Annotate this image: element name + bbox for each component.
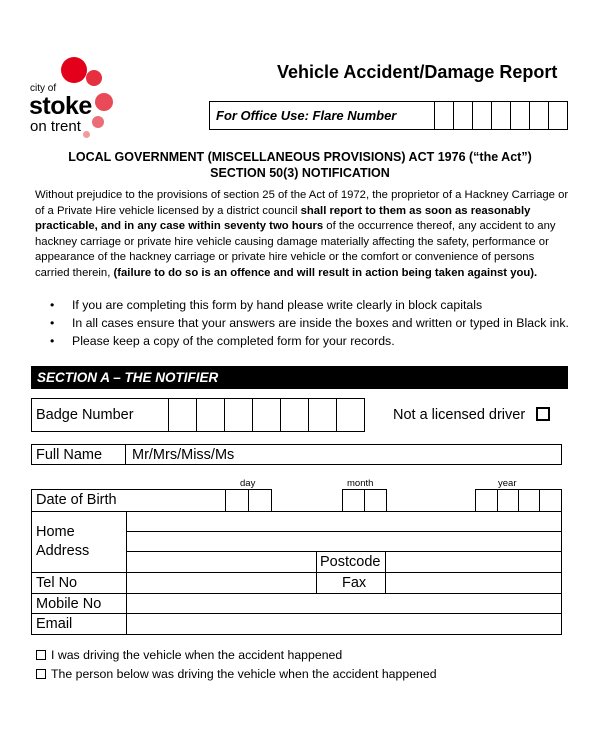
address-label-box	[31, 511, 127, 573]
dob-box[interactable]	[225, 489, 249, 512]
logo-dot-3	[95, 93, 113, 111]
logo-stoke: stoke	[29, 92, 92, 120]
fax-input[interactable]	[385, 572, 562, 594]
instructions-list	[50, 296, 569, 350]
flare-number-box[interactable]	[492, 102, 511, 130]
postcode-input[interactable]	[385, 551, 562, 573]
act-heading: LOCAL GOVERNMENT (MISCELLANEOUS PROVISIONS) ACT 1976 (“the Act”)	[68, 150, 532, 164]
dob-day-label: day	[240, 478, 256, 489]
not-licensed-label: Not a licensed driver	[393, 407, 526, 423]
logo-dot-2	[86, 70, 102, 86]
dob-box[interactable]	[518, 489, 540, 512]
email-label: Email	[36, 616, 73, 632]
address-line-1-input[interactable]	[126, 511, 562, 532]
badge-number-box[interactable]	[196, 398, 225, 432]
page-title: Vehicle Accident/Damage Report	[277, 62, 558, 82]
list-item: • In all cases ensure that your answers are inside the boxes and written or typed in Black ink.	[50, 314, 569, 332]
flare-number-box[interactable]	[435, 102, 454, 130]
intro-text-2: of the occurrence thereof, any accident to any hackney carriage or private hire vehicle causing damage materially affecting the safety, performance or appearance of the hackney carriage or private hire vehicle or the comfort or convenience of persons carried therein,	[35, 220, 556, 279]
intro-paragraph	[35, 188, 570, 281]
dob-year-label: year	[498, 478, 517, 489]
full-name-divider	[125, 444, 126, 465]
dob-box[interactable]	[497, 489, 519, 512]
option-label-self: I was driving the vehicle when the accident happened	[51, 648, 343, 662]
option-checkbox-other[interactable]	[36, 669, 46, 679]
dob-box[interactable]	[475, 489, 498, 512]
fax-label: Fax	[342, 575, 367, 591]
dob-box[interactable]	[364, 489, 387, 512]
address-line-3-input[interactable]	[126, 551, 317, 573]
badge-number-box[interactable]	[280, 398, 309, 432]
mobile-label: Mobile No	[36, 596, 102, 612]
tel-input[interactable]	[126, 572, 317, 594]
logo-dot-1	[61, 57, 87, 83]
intro-bold-2: (failure to do so is an offence and will result in action being taken against you).	[113, 266, 538, 279]
full-name-row	[31, 444, 562, 465]
dob-box[interactable]	[248, 489, 272, 512]
email-input[interactable]	[126, 613, 562, 635]
office-use-table	[209, 101, 568, 130]
mobile-input[interactable]	[126, 593, 562, 614]
list-item: • If you are completing this form by hand please write clearly in block capitals	[50, 296, 569, 314]
not-licensed-checkbox[interactable]	[536, 407, 550, 421]
address-line-2-input[interactable]	[126, 531, 562, 552]
logo-dot-5	[83, 131, 90, 138]
tel-label: Tel No	[36, 575, 78, 591]
badge-number-box[interactable]	[252, 398, 281, 432]
option-checkbox-self[interactable]	[36, 650, 46, 660]
flare-number-box[interactable]	[549, 102, 568, 130]
flare-number-box[interactable]	[473, 102, 492, 130]
flare-number-box[interactable]	[530, 102, 549, 130]
postcode-label: Postcode	[320, 554, 381, 570]
full-name-input[interactable]: Mr/Mrs/Miss/Ms	[132, 447, 235, 463]
full-name-label: Full Name	[36, 447, 103, 463]
badge-number-box[interactable]	[168, 398, 197, 432]
intro-text-1: Without prejudice to the provisions of section 25 of the Act of 1972, the proprietor of a Hackney Carriage or of a Private Hire vehicle licensed by a district council	[35, 189, 569, 217]
list-item: • Please keep a copy of the completed form for your records.	[50, 332, 569, 350]
office-use-label: For Office Use: Flare Number	[210, 102, 435, 130]
dob-box[interactable]	[539, 489, 562, 512]
badge-number-box[interactable]	[308, 398, 337, 432]
address-label: Address	[36, 543, 90, 559]
intro-bold-1: shall report to them as soon as reasonably practicable, and in any case within seventy two hours	[35, 204, 531, 232]
flare-number-box[interactable]	[454, 102, 473, 130]
option-label-other: The person below was driving the vehicle when the accident happened	[51, 667, 437, 681]
dob-box[interactable]	[342, 489, 365, 512]
badge-number-box[interactable]	[224, 398, 253, 432]
home-label: Home	[36, 524, 75, 540]
badge-number-label: Badge Number	[36, 407, 134, 423]
section-heading: SECTION 50(3) NOTIFICATION	[210, 166, 390, 180]
logo-on-trent: on trent	[30, 118, 81, 135]
flare-number-box[interactable]	[511, 102, 530, 130]
logo-dot-4	[92, 116, 104, 128]
dob-label: Date of Birth	[36, 492, 117, 508]
badge-number-box[interactable]	[336, 398, 365, 432]
dob-month-label: month	[347, 478, 374, 489]
section-a-header: SECTION A – THE NOTIFIER	[31, 366, 562, 389]
logo-city-of: city of	[30, 83, 57, 94]
